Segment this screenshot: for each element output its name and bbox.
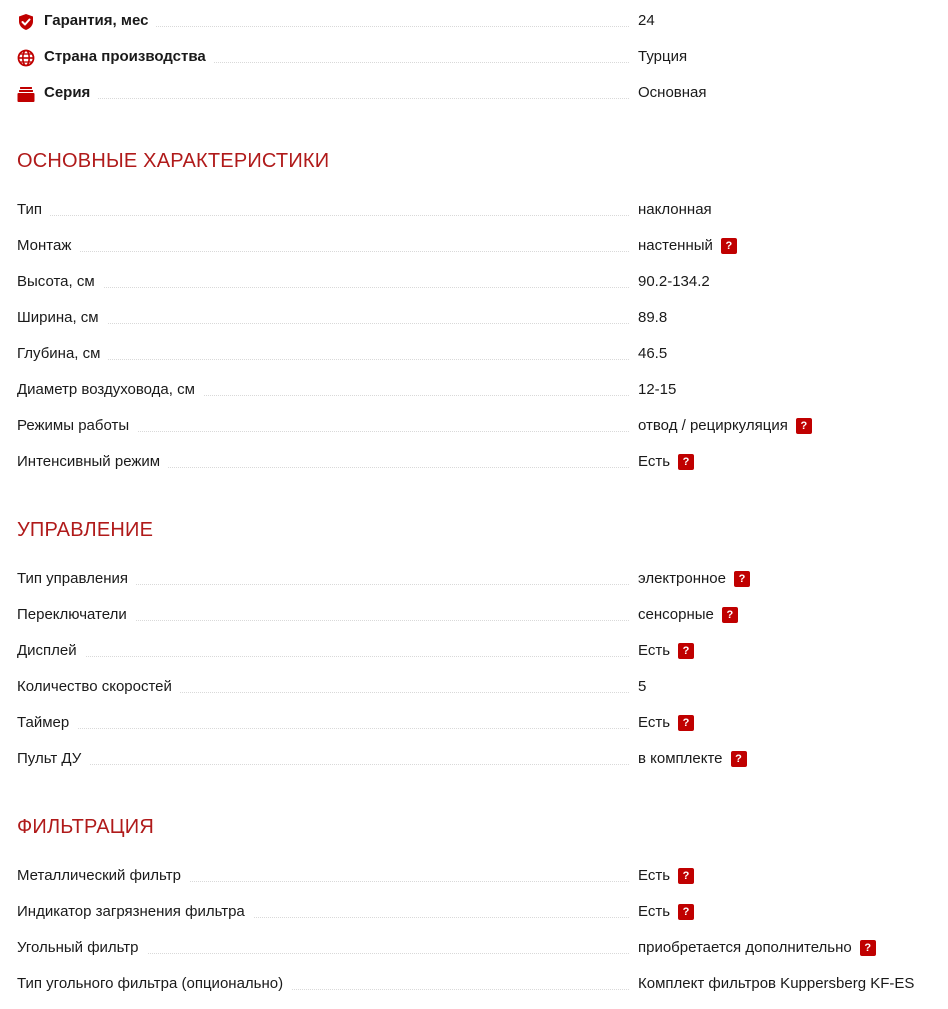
spec-value: отвод / рециркуляция ?	[638, 417, 812, 434]
spec-row	[17, 270, 937, 294]
spec-row	[17, 864, 937, 888]
spec-value: наклонная	[638, 201, 712, 218]
leader-dots	[17, 359, 629, 360]
section-title-controls: УПРАВЛЕНИЕ	[17, 519, 154, 541]
leader-dots	[17, 323, 629, 324]
spec-value: Комплект фильтров Kuppersberg KF-ES	[638, 975, 915, 992]
spec-row	[17, 675, 937, 699]
spec-label: Тип	[17, 201, 50, 218]
spec-row-series	[17, 81, 937, 105]
section-title-main-specs: ОСНОВНЫЕ ХАРАКТЕРИСТИКИ	[17, 150, 330, 172]
leader-dots	[17, 287, 629, 288]
section-title-filtration: ФИЛЬТРАЦИЯ	[17, 816, 154, 838]
spec-value: Есть ?	[638, 714, 694, 731]
spec-label: Монтаж	[17, 237, 79, 254]
spec-label: Режимы работы	[17, 417, 137, 434]
spec-value: Есть ?	[638, 642, 694, 659]
spec-label: Таймер	[17, 714, 77, 731]
spec-label: Диаметр воздуховода, см	[17, 381, 203, 398]
shield-check-icon	[17, 13, 35, 31]
leader-dots	[44, 98, 629, 99]
spec-label: Страна производства	[44, 48, 214, 65]
spec-row	[17, 603, 937, 627]
spec-value: Основная	[638, 84, 707, 101]
spec-label: Угольный фильтр	[17, 939, 147, 956]
help-icon[interactable]: ?	[678, 454, 694, 470]
spec-row	[17, 936, 937, 960]
spec-label: Ширина, см	[17, 309, 107, 326]
spec-row	[17, 711, 937, 735]
help-icon[interactable]: ?	[678, 643, 694, 659]
help-icon[interactable]: ?	[721, 238, 737, 254]
spec-value: Есть ?	[638, 903, 694, 920]
spec-value: 46.5	[638, 345, 668, 362]
spec-label: Тип угольного фильтра (опционально)	[17, 975, 291, 992]
spec-row	[17, 378, 937, 402]
help-icon[interactable]: ?	[678, 868, 694, 884]
spec-label: Индикатор загрязнения фильтра	[17, 903, 253, 920]
help-icon[interactable]: ?	[796, 418, 812, 434]
spec-value: 90.2-134.2	[638, 273, 710, 290]
spec-row	[17, 900, 937, 924]
spec-label: Интенсивный режим	[17, 453, 168, 470]
globe-icon	[17, 49, 35, 67]
spec-value: Турция	[638, 48, 688, 65]
spec-value: 5	[638, 678, 647, 695]
spec-row	[17, 972, 937, 996]
spec-value: 24	[638, 12, 655, 29]
spec-value: 12-15	[638, 381, 677, 398]
spec-row-warranty	[17, 9, 937, 33]
spec-label: Металлический фильтр	[17, 867, 189, 884]
leader-dots	[17, 656, 629, 657]
help-icon[interactable]: ?	[678, 715, 694, 731]
spec-row	[17, 234, 937, 258]
spec-row	[17, 342, 937, 366]
leader-dots	[17, 251, 629, 252]
spec-row	[17, 567, 937, 591]
spec-value: электронное ?	[638, 570, 750, 587]
spec-row	[17, 450, 937, 474]
help-icon[interactable]: ?	[678, 904, 694, 920]
spec-row	[17, 306, 937, 330]
spec-label: Серия	[44, 84, 98, 101]
series-box-icon	[17, 85, 35, 103]
spec-row	[17, 414, 937, 438]
leader-dots	[17, 728, 629, 729]
spec-label: Количество скоростей	[17, 678, 180, 695]
help-icon[interactable]: ?	[734, 571, 750, 587]
spec-value: Есть ?	[638, 867, 694, 884]
spec-label: Глубина, см	[17, 345, 108, 362]
spec-value: Есть ?	[638, 453, 694, 470]
spec-row	[17, 639, 937, 663]
spec-label: Высота, см	[17, 273, 103, 290]
spec-value: 89.8	[638, 309, 668, 326]
spec-value: сенсорные ?	[638, 606, 738, 623]
spec-row	[17, 198, 937, 222]
spec-value: настенный ?	[638, 237, 737, 254]
spec-value: приобретается дополнительно ?	[638, 939, 876, 956]
help-icon[interactable]: ?	[731, 751, 747, 767]
spec-label: Дисплей	[17, 642, 85, 659]
spec-row	[17, 747, 937, 771]
spec-value: в комплекте ?	[638, 750, 747, 767]
spec-label: Пульт ДУ	[17, 750, 89, 767]
leader-dots	[17, 215, 629, 216]
leader-dots	[17, 764, 629, 765]
help-icon[interactable]: ?	[722, 607, 738, 623]
help-icon[interactable]: ?	[860, 940, 876, 956]
spec-label: Гарантия, мес	[44, 12, 156, 29]
spec-label: Тип управления	[17, 570, 136, 587]
spec-label: Переключатели	[17, 606, 135, 623]
spec-row-country	[17, 45, 937, 69]
